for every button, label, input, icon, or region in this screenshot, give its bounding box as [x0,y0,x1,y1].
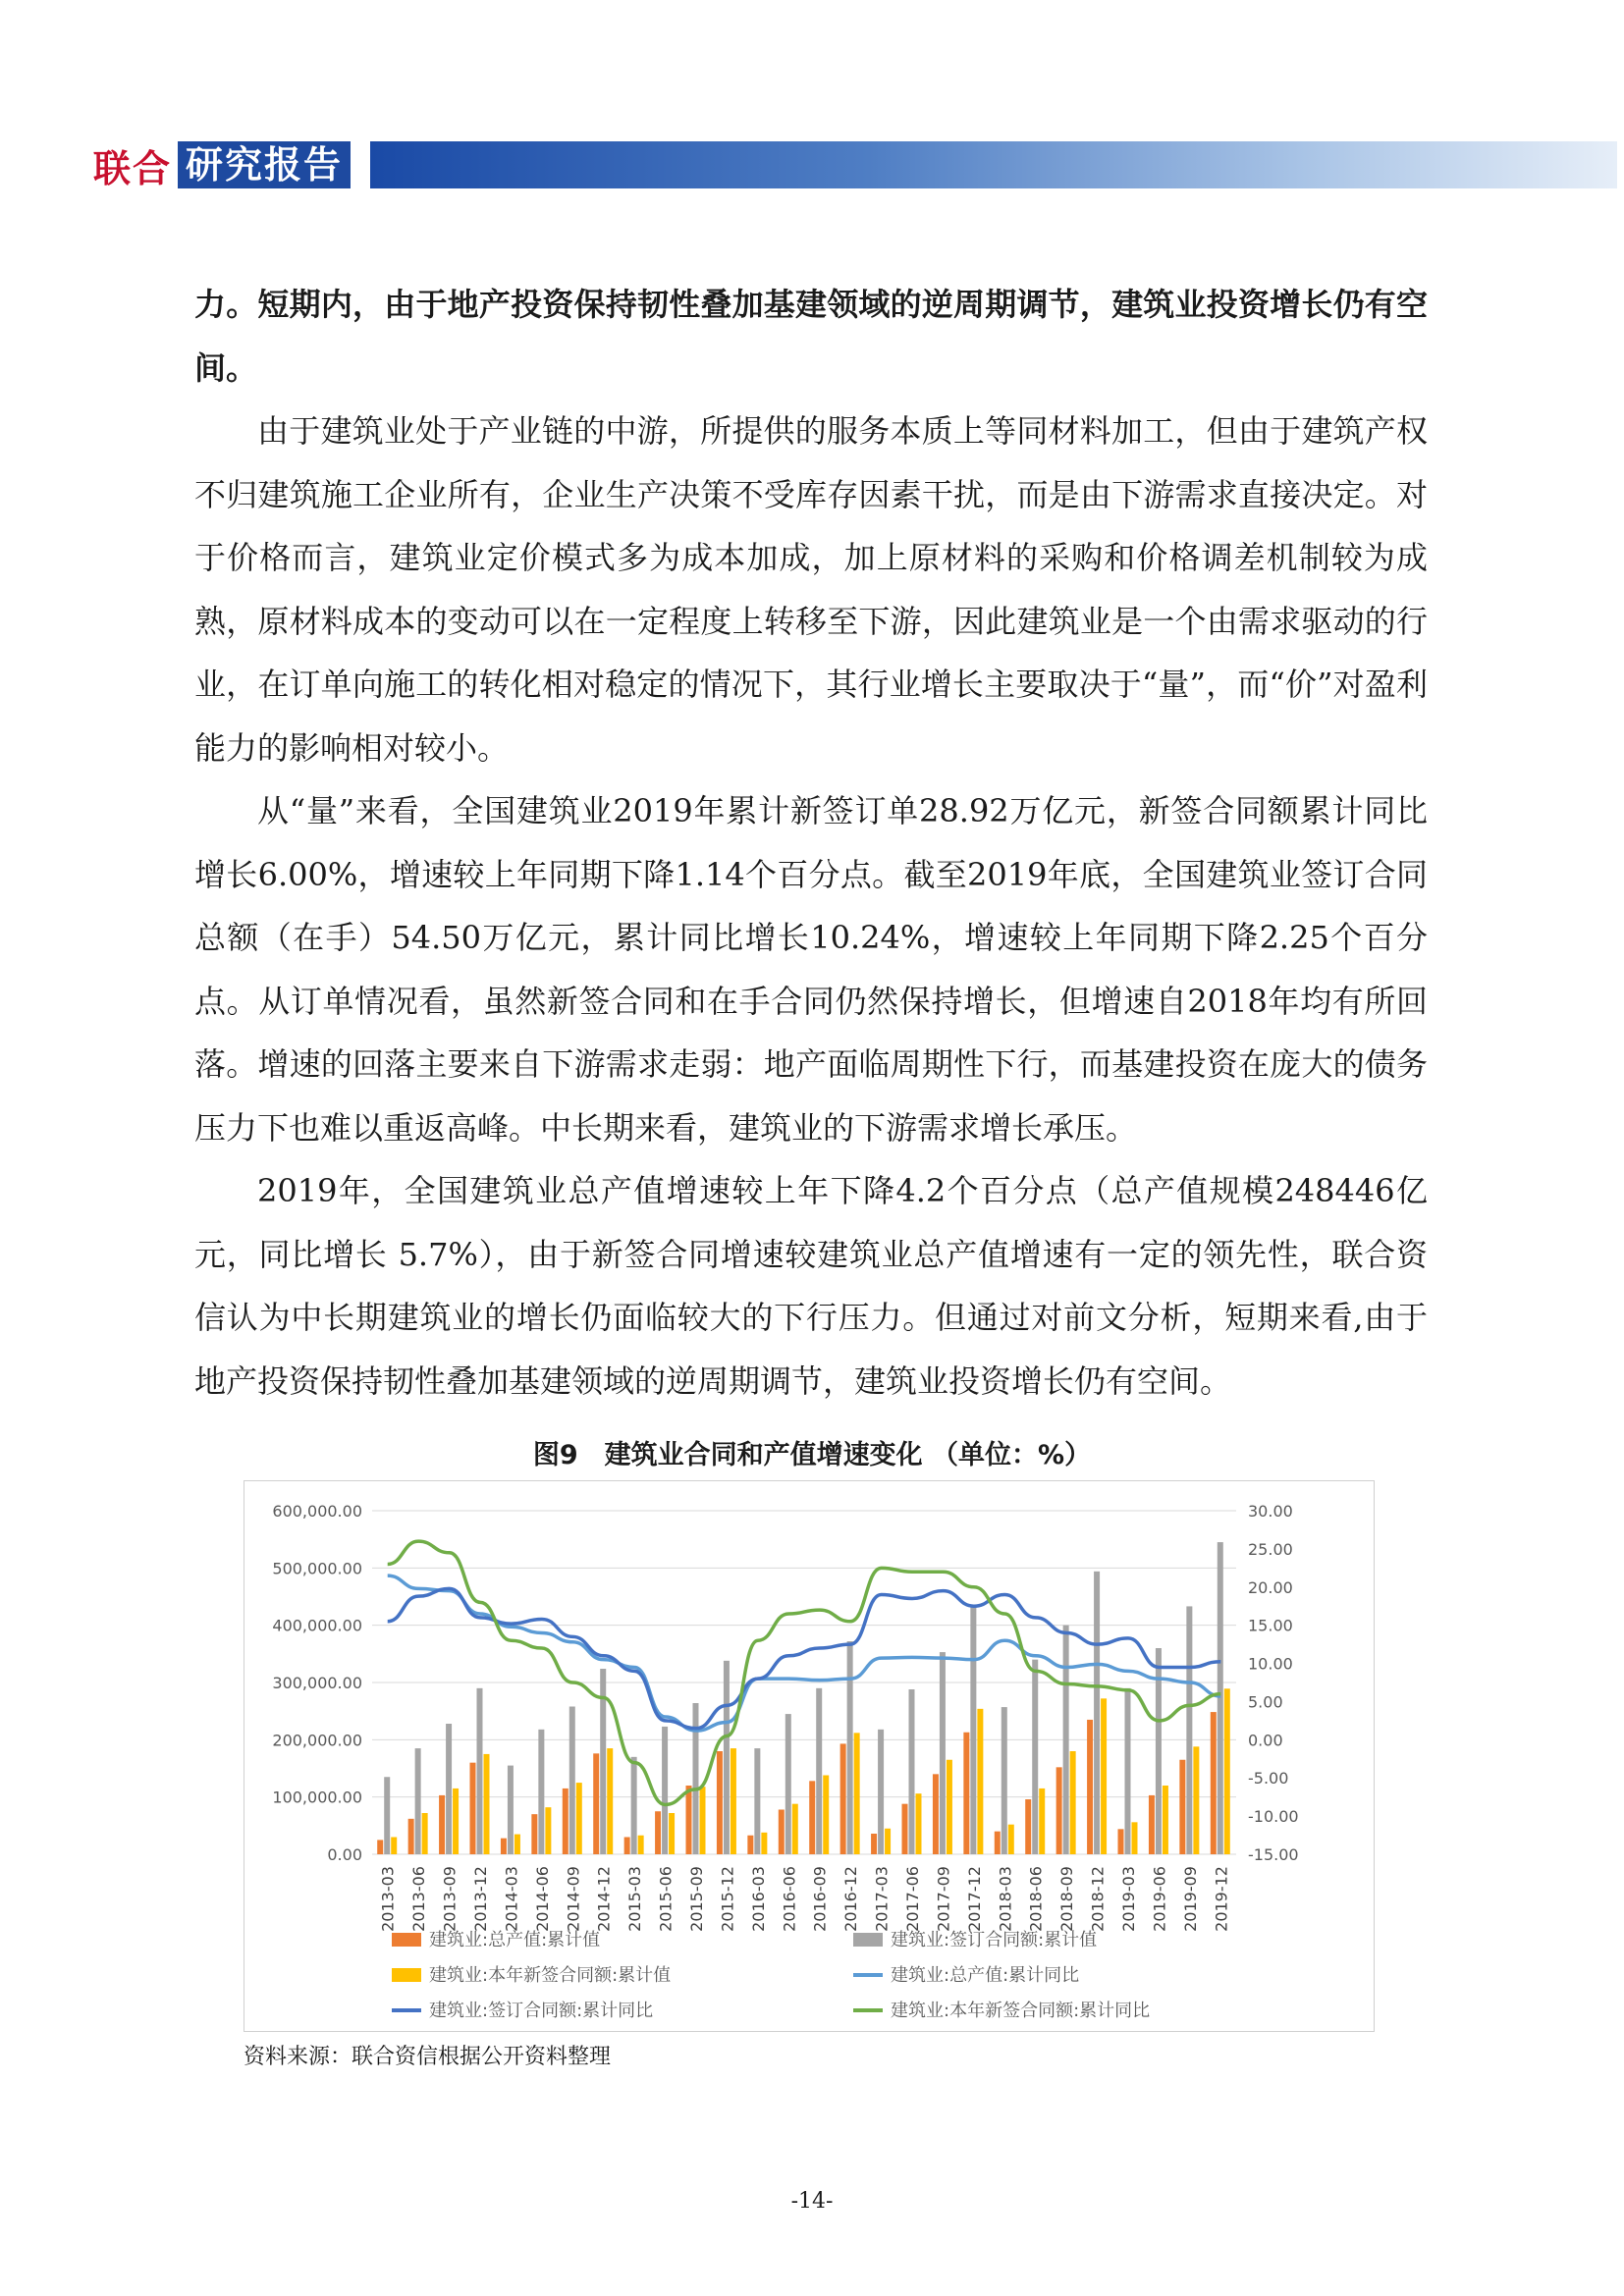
bar [963,1733,969,1854]
bar [484,1754,490,1854]
bar [477,1688,483,1854]
x-tick-label: 2015-12 [718,1866,737,1932]
bar [947,1760,952,1854]
y-left-tick-label: 600,000.00 [272,1502,362,1521]
bar [545,1807,551,1854]
y-right-tick-label: 15.00 [1248,1616,1293,1635]
bar [1032,1660,1038,1854]
x-tick-label: 2017-06 [903,1866,922,1932]
bar [1149,1795,1155,1854]
y-right-tick-label: -5.00 [1248,1769,1289,1789]
paragraph: 从“量”来看，全国建筑业2019年累计新签订单28.92万亿元，新签合同额累计同比增长6.00%，增速较上年同期下降1.14个百分点。截至2019年底，全国建筑业签订合同总额（在手）54.50万亿元，累计同比增长10.24%，增速较上年同期下降2.25个百分点。从订单情况看，虽然新签合同和在手合同仍然保持增长，但增速自2018年均有所回落。增速的回落主要来自下游需求走弱：地产面临周期性下行，而基建投资在庞大的债务压力下也难以重返高峰。中长期来看，建筑业的下游需求增长承压。 [194,792,1428,1147]
bar [970,1605,976,1854]
x-tick-label: 2015-09 [687,1866,706,1932]
bar [384,1777,390,1854]
bar [662,1727,668,1854]
bar [809,1781,815,1854]
legend-label: 建筑业:总产值:累计同比 [891,1965,1080,1986]
y-right-tick-label: -15.00 [1248,1845,1299,1864]
brand-logo [93,139,351,190]
x-tick-label: 2013-03 [378,1866,398,1932]
bar [902,1804,908,1854]
y-left-tick-label: 300,000.00 [272,1674,362,1692]
x-tick-label: 2014-09 [564,1866,583,1932]
bar [508,1766,514,1854]
bar [1063,1626,1069,1854]
x-tick-label: 2016-12 [841,1866,861,1932]
x-tick-label: 2017-09 [934,1866,953,1932]
bar [761,1833,767,1854]
legend-label: 建筑业:本年新签合同额:累计值 [429,1965,672,1986]
paragraph: 2019年，全国建筑业总产值增速较上年下降4.2个百分点（总产值规模248446亿元，同比增长 5.7%），由于新签合同增速较建筑业总产值增速有一定的领先性，联合资信认为中长期建筑业的增长仍面临较大的下行压力。但通过对前文分析，短期来看,由于地产投资保持韧性叠加基建领域的逆周期调节，建筑业投资增长仍有空间。 [194,1172,1428,1400]
x-tick-label: 2014-12 [594,1866,614,1932]
bar [840,1743,846,1854]
bar [655,1811,661,1854]
bar [377,1840,383,1854]
bar [747,1836,753,1854]
bar [1125,1688,1131,1854]
bar [422,1813,428,1854]
bar [885,1829,891,1854]
bar [854,1733,860,1854]
bar [878,1730,884,1854]
x-tick-label: 2018-09 [1057,1866,1077,1932]
bar [1039,1789,1045,1854]
bar [871,1834,877,1854]
x-tick-label: 2016-09 [810,1866,830,1932]
bar [700,1787,706,1854]
bar [1094,1572,1100,1854]
figure-source: 资料来源：联合资信根据公开资料整理 [244,2045,612,2069]
legend-label: 建筑业:签订合同额:累计同比 [429,2001,654,2021]
bar [470,1763,476,1854]
bar [816,1688,822,1854]
x-tick-label: 2018-12 [1088,1866,1108,1932]
bar [823,1776,829,1855]
header-gradient-bar [370,141,1617,188]
bar [717,1751,723,1854]
bar [446,1724,452,1854]
bar [940,1652,946,1854]
bar [731,1748,736,1854]
brand-name: 联合 [93,146,173,190]
x-tick-label: 2013-06 [409,1866,429,1932]
bar [669,1813,675,1854]
bar [1186,1606,1192,1854]
legend-label: 建筑业:签订合同额:累计值 [891,1930,1098,1950]
combo-chart [244,1481,1374,2031]
bar [453,1789,459,1854]
bar [977,1709,983,1854]
bar [779,1810,785,1855]
bar [916,1793,922,1854]
bar [638,1836,644,1854]
bar [1001,1707,1007,1854]
bar [1087,1720,1093,1854]
bar [1101,1698,1107,1854]
bar [538,1730,544,1854]
x-tick-label: 2018-06 [1026,1866,1046,1932]
legend-swatch [392,1968,421,1982]
x-tick-label: 2019-09 [1180,1866,1200,1932]
x-tick-label: 2015-03 [625,1866,645,1932]
x-tick-label: 2018-03 [996,1866,1015,1932]
bar [391,1838,397,1855]
x-tick-label: 2013-09 [440,1866,460,1932]
bar [933,1774,939,1854]
bar [754,1748,760,1854]
y-left-tick-label: 100,000.00 [272,1788,362,1807]
x-tick-label: 2016-06 [780,1866,799,1932]
bar [724,1661,730,1854]
x-tick-label: 2014-06 [532,1866,552,1932]
bar [909,1689,915,1854]
x-tick-label: 2015-06 [656,1866,676,1932]
y-left-tick-label: 0.00 [327,1845,362,1864]
bar [593,1753,599,1854]
x-tick-label: 2017-03 [872,1866,892,1932]
x-tick-label: 2019-12 [1212,1866,1231,1932]
x-tick-label: 2019-03 [1119,1866,1138,1932]
body-text [194,273,1428,1413]
bar [1132,1822,1138,1854]
bar [631,1757,637,1854]
bar [1179,1760,1185,1854]
y-right-tick-label: -10.00 [1248,1807,1299,1827]
bar [686,1786,692,1854]
legend-swatch [392,1933,421,1947]
bar [1224,1688,1230,1854]
bar [1193,1746,1199,1854]
x-tick-label: 2017-12 [964,1866,984,1932]
legend-swatch [853,1933,883,1947]
bar [624,1838,630,1855]
x-tick-label: 2013-12 [471,1866,490,1932]
report-header [93,139,1624,190]
bar [576,1783,582,1854]
bar [415,1748,421,1854]
page-number: -14- [790,2189,834,2214]
y-right-tick-label: 25.00 [1248,1539,1293,1559]
bar [1163,1786,1168,1854]
bar [995,1832,1001,1854]
bar [1211,1712,1217,1854]
y-right-tick-label: 30.00 [1248,1502,1293,1521]
x-tick-label: 2016-03 [748,1866,768,1932]
bar [693,1703,699,1854]
x-tick-label: 2014-03 [502,1866,521,1932]
bar [607,1748,613,1854]
legend-label: 建筑业:本年新签合同额:累计同比 [891,2001,1151,2021]
bar [792,1804,798,1854]
bar [1070,1751,1076,1854]
bar [563,1789,568,1854]
bar [439,1795,445,1854]
bar [1118,1829,1124,1854]
chart-container [244,1480,1375,2032]
y-left-tick-label: 200,000.00 [272,1731,362,1750]
y-right-tick-label: 0.00 [1248,1731,1283,1750]
bar [847,1641,853,1854]
bar [569,1707,575,1855]
bar [1025,1799,1031,1854]
bar [1056,1767,1062,1854]
bar [785,1714,791,1854]
bar [1008,1825,1014,1854]
paragraph: 力。短期内，由于地产投资保持韧性叠加基建领域的逆周期调节，建筑业投资增长仍有空间。 [194,286,1428,387]
bar [514,1835,520,1854]
brand-tag: 研究报告 [178,141,351,188]
bar [1218,1542,1223,1854]
bar [501,1839,507,1854]
bar [531,1814,537,1854]
x-tick-label: 2019-06 [1150,1866,1169,1932]
figure-title: 图9 建筑业合同和产值增速变化 （单位：%） [532,1440,1092,1470]
legend-label: 建筑业:总产值:累计值 [429,1930,601,1950]
bar [408,1819,414,1854]
y-right-tick-label: 5.00 [1248,1692,1283,1712]
y-left-tick-label: 400,000.00 [272,1616,362,1635]
y-right-tick-label: 10.00 [1248,1654,1293,1674]
paragraph: 由于建筑业处于产业链的中游，所提供的服务本质上等同材料加工，但由于建筑产权不归建筑施工企业所有，企业生产决策不受库存因素干扰，而是由下游需求直接决定。对于价格而言，建筑业定价模式多为成本加成，加上原材料的采购和价格调差机制较为成熟，原材料成本的变动可以在一定程度上转移至下游，因此建筑业是一个由需求驱动的行业，在订单向施工的转化相对稳定的情况下，其行业增长主要取决于“量”，而“价”对盈利能力的影响相对较小。 [194,412,1428,767]
y-right-tick-label: 20.00 [1248,1577,1293,1597]
y-left-tick-label: 500,000.00 [272,1559,362,1578]
